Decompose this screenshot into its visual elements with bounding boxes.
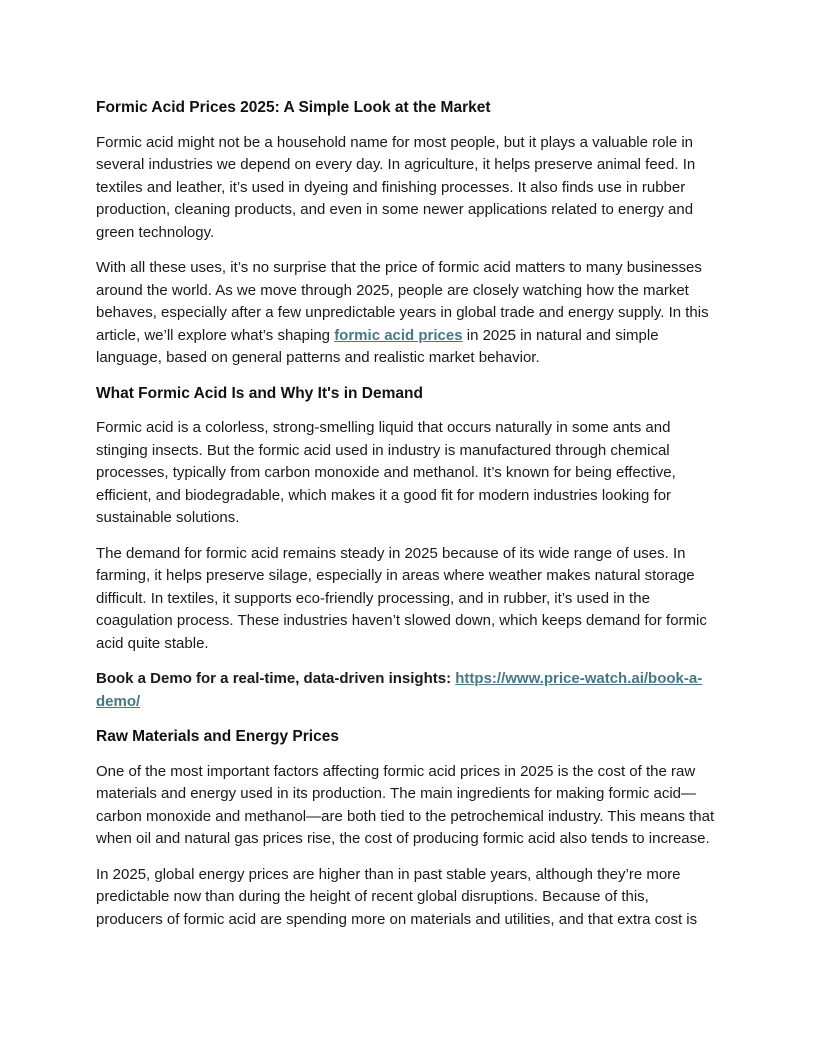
paragraph-text: With all these uses, it’s no surprise that the price of formic acid matters to many businesses around the world. As we move through 2025, people are closely watching how the market behaves, especially after a few unpredictable years in global trade and energy supply. In this article, we’ll explore what’s shaping [96,259,709,344]
paragraph-text: The demand for formic acid remains steady in 2025 because of its wide range of uses. In farming, it helps preserve silage, especially in areas where weather makes natural storage difficult. In textiles, it supports eco-friendly processing, and in rubber, it’s used in the coagulation process. These industries haven’t slowed down, which keeps demand for formic acid quite stable. [96,544,707,652]
paragraph-text: in 2025 in natural and simple language, based on general patterns and realistic market behavior. [96,326,659,366]
paragraph-demand [96,543,716,656]
paragraph-text: Formic acid is a colorless, strong-smelling liquid that occurs naturally in some ants and stinging insects. But the formic acid used in industry is manufactured through chemical processes, typically from carbon monoxide and methanol. It’s known for being effective, efficient, and biodegradable, which makes it a good fit for modern industries looking for sustainable solutions. [96,419,676,526]
paragraph-text: One of the most important factors affecting formic acid prices in 2025 is the cost of the raw materials and energy used in its production. The main ingredients for making formic acid—carbon monoxide and methanol—are both tied to the petrochemical industry. This means that when oil and natural gas prices rise, the cost of producing formic acid also tends to increase. [96,762,715,847]
paragraph-text: Formic acid might not be a household name for most people, but it plays a valuable role in several industries we depend on every day. In agriculture, it helps preserve animal feed. In textiles and leather, it’s used in dyeing and finishing processes. It also finds use in rubber production, cleaning products, and even in some newer applications related to energy and green technology. [96,133,696,241]
paragraph-market-context [96,257,716,370]
article-body [96,97,716,931]
paragraph-what-is [96,417,716,530]
section-heading-what-is-formic-acid: What Formic Acid Is and Why It's in Demand [96,384,423,402]
paragraph-raw-materials [96,761,716,851]
book-demo-link[interactable]: https://www.price-watch.ai/book-a-demo/ [96,670,703,710]
paragraph-text: In 2025, global energy prices are higher than in past stable years, although they’re more predictable now than during the height of recent global disruptions. Because of this, producers of formic acid are spending more on materials and utilities, and that extra cost is [96,865,698,928]
paragraph-intro [96,132,716,245]
book-demo-cta [96,668,716,713]
cta-label: Book a Demo for a real-time, data-driven insights: [96,670,456,687]
article-title: Formic Acid Prices 2025: A Simple Look at the Market [96,99,491,116]
section-heading-raw-materials: Raw Materials and Energy Prices [96,728,339,745]
formic-acid-prices-link[interactable]: formic acid prices [334,326,463,344]
paragraph-energy-prices [96,864,716,932]
